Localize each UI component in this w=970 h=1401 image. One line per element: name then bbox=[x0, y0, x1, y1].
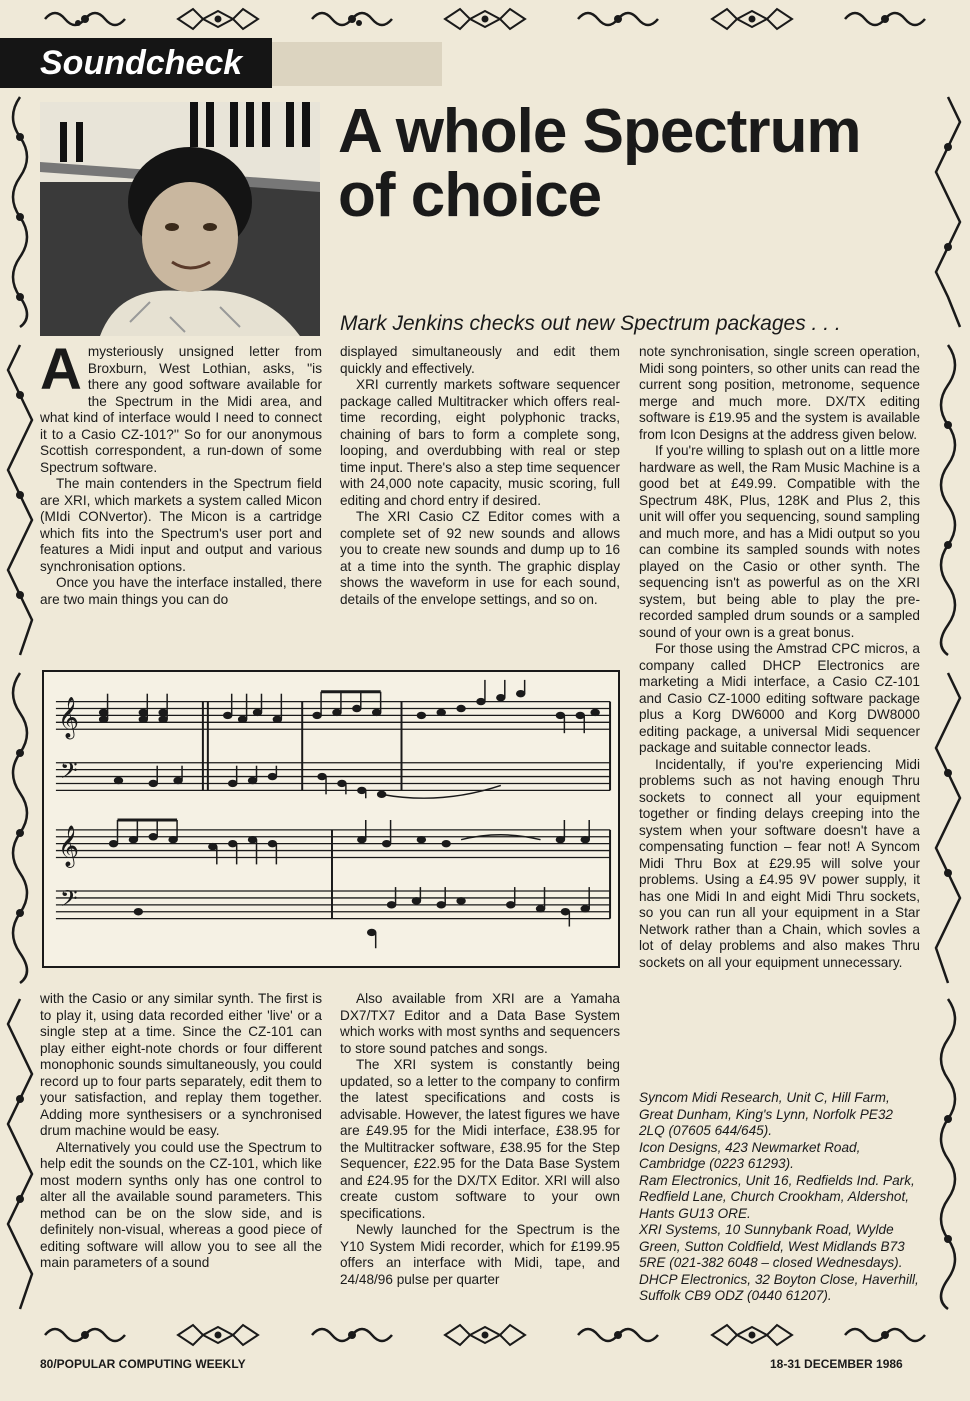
paragraph: Newly launched for the Spectrum is the Y10 System Midi recorder, which for £199.95 offers an interface with Midi, tape, and 24/48/96 pulse per quarter bbox=[340, 1222, 620, 1287]
portrait-photo bbox=[40, 102, 320, 336]
holly-icon bbox=[307, 5, 397, 33]
svg-text:𝄞: 𝄞 bbox=[57, 697, 80, 739]
paragraph: Once you have the interface installed, there are two main things you can do bbox=[40, 575, 322, 607]
holly-icon bbox=[840, 1321, 930, 1349]
holly-border-top bbox=[40, 2, 930, 36]
paragraph: Also available from XRI are a Yamaha DX7/TX7 Editor and a Data Base System which works with most synths and sequencers to store sound patches and songs. bbox=[340, 991, 620, 1056]
holly-icon bbox=[40, 1321, 130, 1349]
holly-icon bbox=[930, 994, 966, 1314]
holly-border-bottom bbox=[40, 1318, 930, 1352]
section-tab: Soundcheck bbox=[0, 38, 272, 88]
holly-icon bbox=[2, 340, 38, 660]
paragraph: displayed simultaneously and edit them quickly and effectively. bbox=[340, 344, 620, 376]
address: Syncom Midi Research, Unit C, Hill Farm, Great Dunham, King's Lynn, Norfolk PE32 2LQ (07605 644/645). bbox=[639, 1090, 893, 1138]
holly-icon bbox=[440, 1321, 530, 1349]
address: DHCP Electronics, 32 Boyton Close, Haverhill, Suffolk CB9 ODZ (0440 61207). bbox=[639, 1271, 919, 1303]
holly-icon bbox=[930, 668, 966, 988]
faded-background-tab bbox=[272, 42, 442, 86]
headline: A whole Spectrum of choice bbox=[338, 97, 861, 230]
paragraph: The main contenders in the Spectrum field are XRI, which markets a system called Micon (MIdi CONvertor). The Micon is a cartridge which fits into the Spectrum's user port and features a Midi input and output and various synchronisation options. bbox=[40, 476, 322, 574]
holly-icon bbox=[173, 5, 263, 33]
paragraph: with the Casio or any similar synth. The first is to play it, using data recorded either 'live' or a single step at a time. Since the CZ-101 can play either eight-note chords or four different monophonic sounds simultaneously, you could record up to four parts separately, edit them to your satisfaction, and replay them together. Adding more synthesisers or a synchronised drum machine would be easy. bbox=[40, 991, 322, 1138]
holly-icon bbox=[307, 1321, 397, 1349]
holly-icon bbox=[2, 994, 38, 1314]
paragraph: Amysteriously unsigned letter from Broxburn, West Lothian, asks, ''is there any good software available for the Spectrum in the Midi area, and what kind of interface would I need to connect it to a Casio CZ-101?'' So for our anonymous Scottish correspondent, a run-down of some Spectrum software. bbox=[40, 337, 322, 475]
music-score-figure bbox=[42, 670, 620, 968]
paragraph: XRI currently markets software sequencer package called Multitracker which offers real-time recording, eight polyphonic tracks, chaining of bars to form a complete song, looping, and overdubbing with real or step time input. There's also a step time sequencer with 24,000 note capacity, music scoring, full editing and chord entry if desired. bbox=[340, 377, 620, 508]
holly-icon bbox=[573, 1321, 663, 1349]
holly-icon bbox=[573, 5, 663, 33]
holly-icon bbox=[2, 668, 38, 988]
svg-text:𝄢: 𝄢 bbox=[59, 756, 78, 790]
holly-icon bbox=[2, 92, 38, 332]
holly-icon bbox=[707, 5, 797, 33]
address-list bbox=[639, 1090, 920, 1305]
address: Icon Designs, 423 Newmarket Road, Cambridge (0223 61293). bbox=[639, 1139, 861, 1171]
holly-icon bbox=[840, 5, 930, 33]
paragraph: note synchronisation, single screen operation, Midi song pointers, so other units can read the current song position, metronome, sequence merge and much more. DX/TX editing software is £19.95 and the system is available from Icon Designs at the address given below. bbox=[639, 344, 920, 442]
holly-icon bbox=[930, 92, 966, 332]
paragraph: Alternatively you could use the Spectrum to help edit the sounds on the CZ-101, which like most modern synths only has one control to alter all the available sound parameters. This method can be on the slow side, and is definitely non-visual, whereas a good piece of editing software will allow you to see all the main parameters of a sound bbox=[40, 1139, 322, 1270]
column-2-top bbox=[340, 344, 620, 608]
holly-icon bbox=[440, 5, 530, 33]
holly-icon bbox=[707, 1321, 797, 1349]
column-1-bottom bbox=[40, 991, 322, 1272]
column-3 bbox=[639, 344, 920, 971]
paragraph: If you're willing to splash out on a little more hardware as well, the Ram Music Machine is a good bet at £49.99. Compatible with the Spectrum 48K, Plus, 128K and Plus 2, this unit will offer you sequencing, sound sampling and much more, and has a Midi output so you can combine its sampled sounds with notes played on the Casio or other synth. The sequencing isn't as powerful as on the XRI system, but being able to play the pre-recorded sampled drum sounds or a sampled sound of your own is a great bonus. bbox=[639, 443, 920, 640]
paragraph: The XRI system is constantly being updated, so a letter to the company to confirm the latest specifications and costs is advisable. However, the latest figures we have are £49.95 for the Midi interface, £38.95 for the Multitracker software, £38.95 for the Step Sequencer, £22.95 for the Data Base System and £24.95 for the DX/TX Editor. XRI will also create custom software to your own specifications. bbox=[340, 1057, 620, 1221]
drop-cap: A bbox=[40, 337, 82, 402]
svg-text:𝄞: 𝄞 bbox=[57, 825, 80, 867]
svg-text:𝄢: 𝄢 bbox=[59, 884, 78, 918]
address: Ram Electronics, Unit 16, Redfields Ind. Park, Redfield Lane, Church Crookham, Aldershot, Hants GU13 ORE. bbox=[639, 1172, 915, 1221]
footer-page-number: 80/POPULAR COMPUTING WEEKLY bbox=[40, 1357, 246, 1371]
column-1-top bbox=[40, 337, 322, 608]
paragraph: Incidentally, if you're experiencing Midi problems such as not having enough Thru sockets to connect all your equipment together or finding delays creeping into the system when your software doesn't have a compensating function – fear not! A Syncom Midi Thru Box at £29.95 will solve your problems. Using a £4.95 9V power supply, it has one Midi In and eight Midi Thru sockets, so you can run all your equipment in a Star Network rather than a Chain, which sovles a lot of delay problems and also makes Thru sockets on all your equipment unnecessary. bbox=[639, 756, 920, 970]
paragraph: For those using the Amstrad CPC micros, a company called DHCP Electronics are marketing a Midi interface, a Casio CZ-101 and Casio CZ-1000 editing software package plus a Korg DW6000 and Korg DW8000 editing package, a universal Midi sequencer package and suitable connector leads. bbox=[639, 641, 920, 755]
paragraph: The XRI Casio CZ Editor comes with a complete set of 92 new sounds and allows you to create new sounds and dump up to 16 at a time into the synth. The graphic display shows the waveform in use for each sound, details of the envelope settings, and so on. bbox=[340, 509, 620, 607]
address: XRI Systems, 10 Sunnybank Road, Wylde Green, Sutton Coldfield, West Midlands B73 5RE (021-382 6048 – closed Wednesdays). bbox=[639, 1222, 905, 1270]
holly-icon bbox=[930, 340, 966, 660]
holly-icon bbox=[173, 1321, 263, 1349]
footer-date: 18-31 DECEMBER 1986 bbox=[770, 1357, 903, 1371]
holly-icon bbox=[40, 5, 130, 33]
column-2-bottom bbox=[340, 991, 620, 1288]
standfirst: Mark Jenkins checks out new Spectrum packages . . . bbox=[340, 312, 841, 335]
